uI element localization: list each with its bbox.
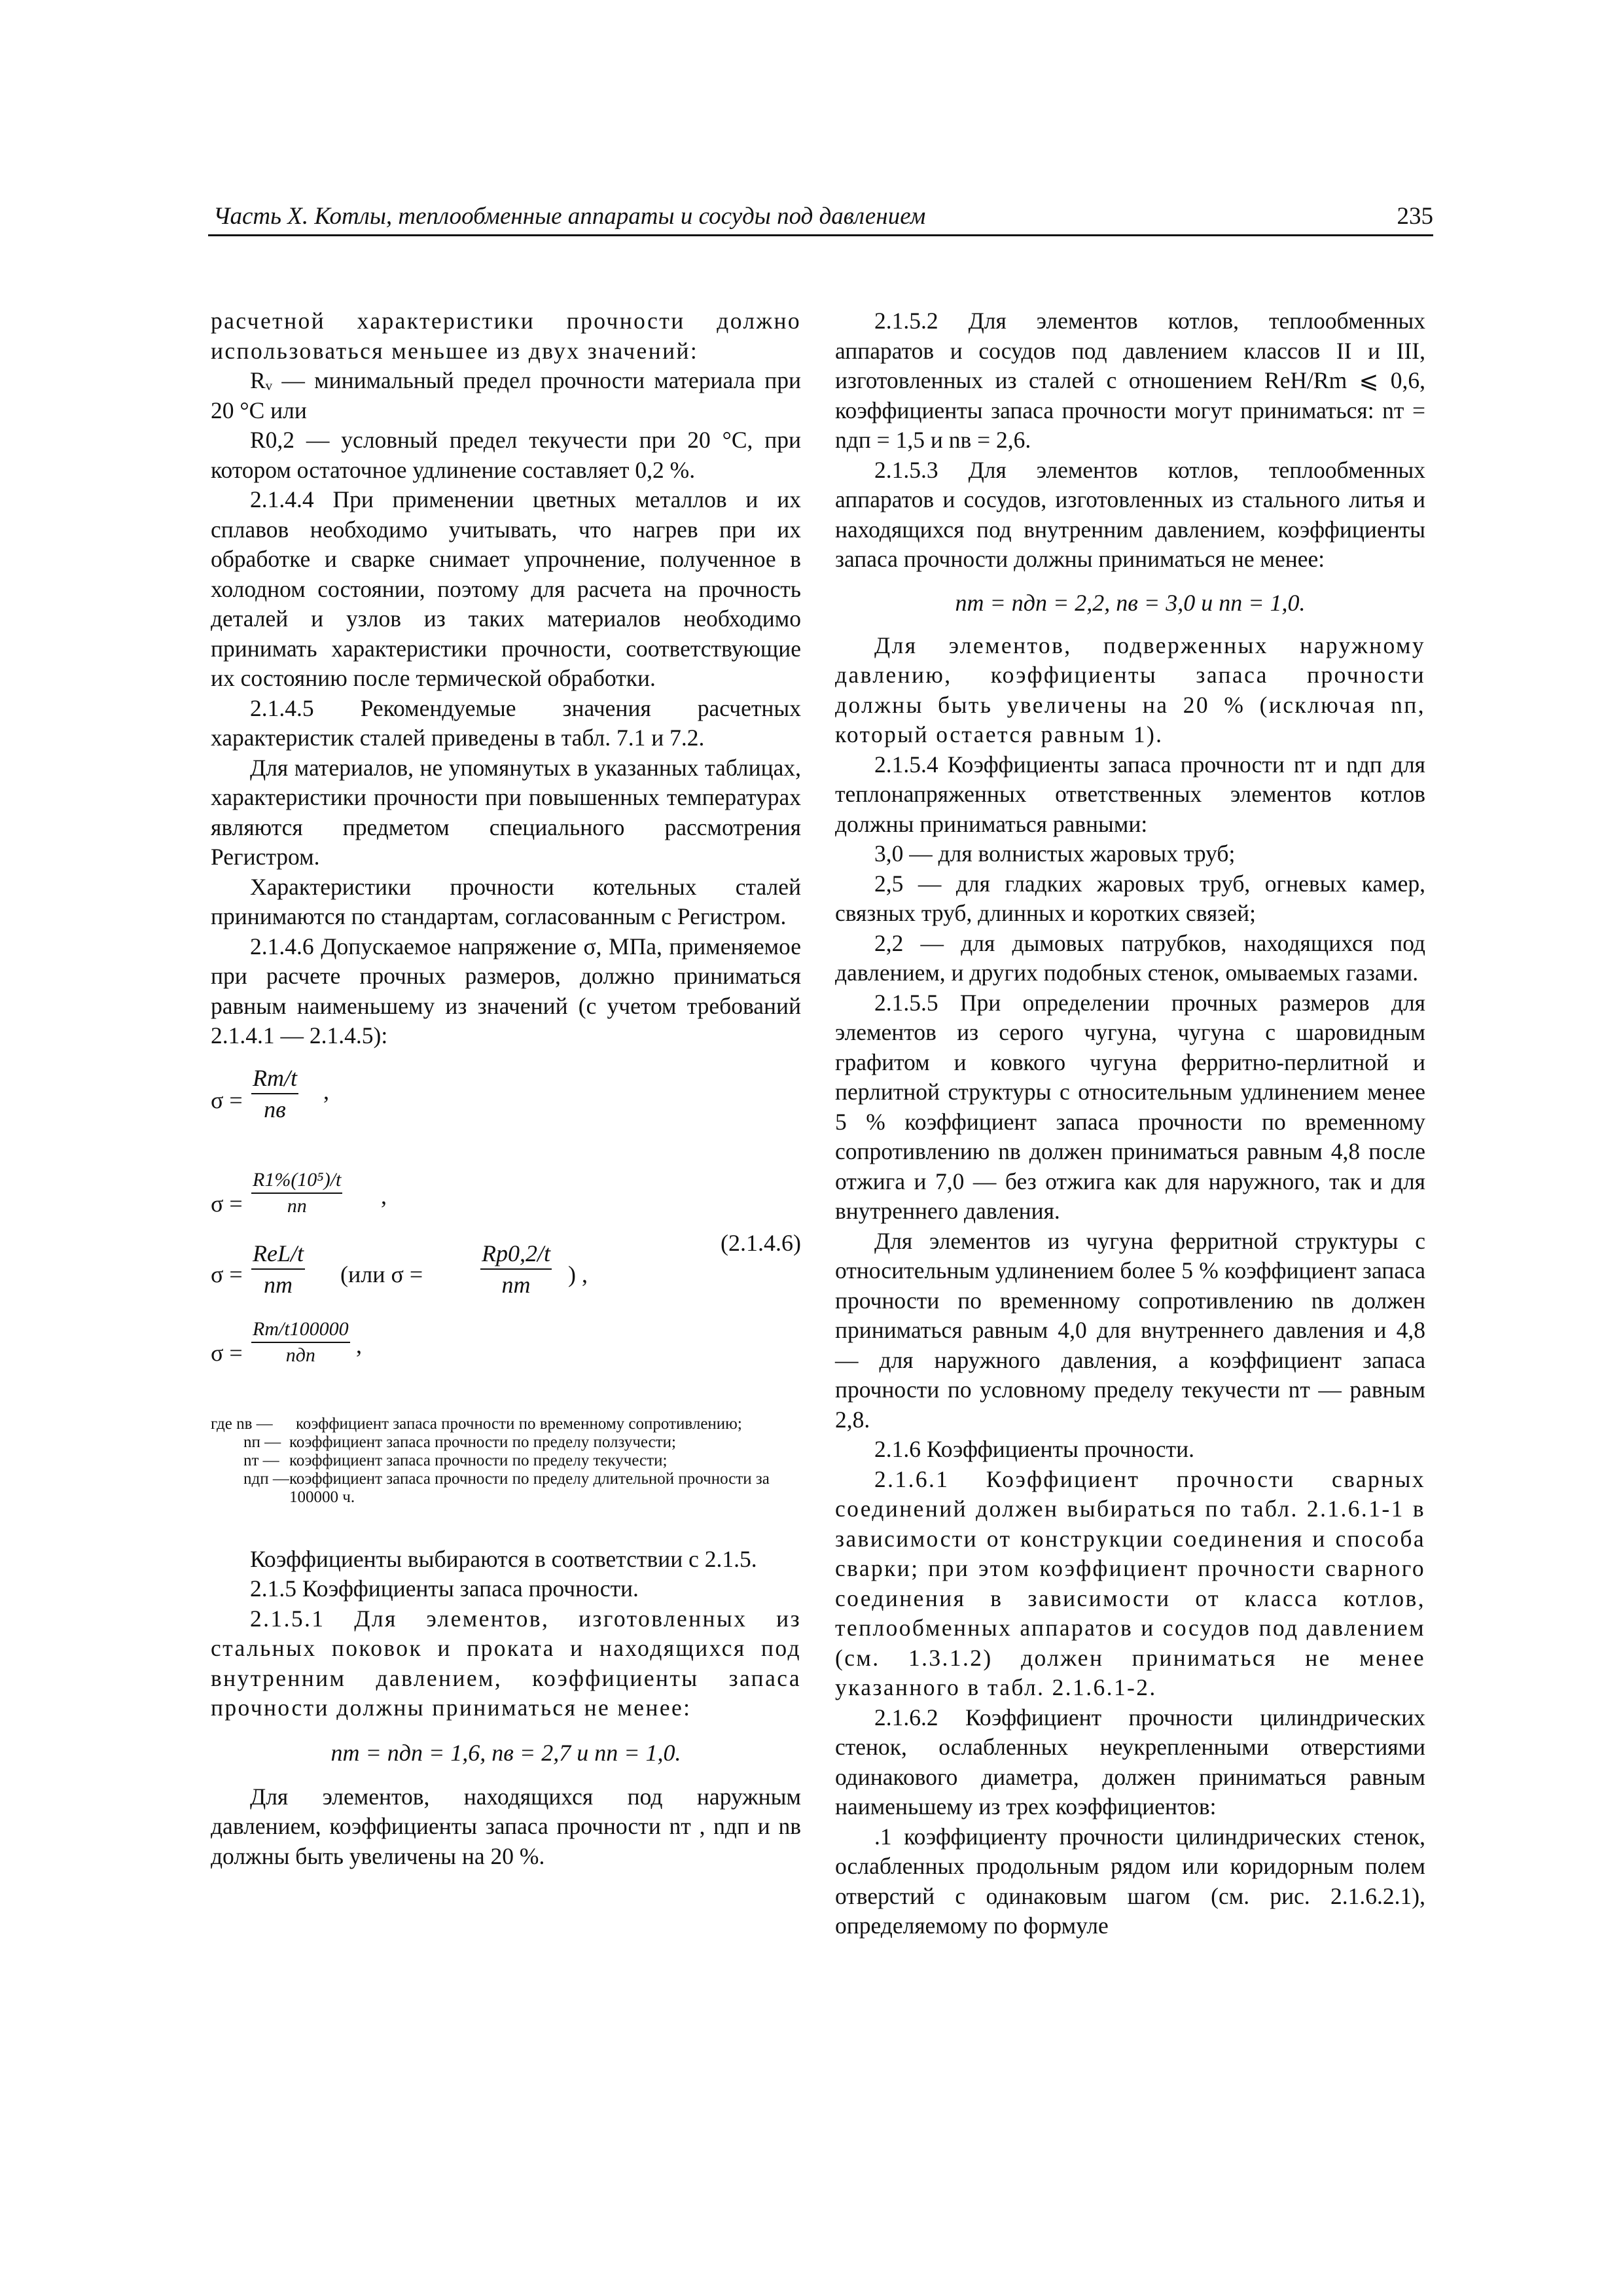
formula-fraction-3-alt <box>480 1240 552 1299</box>
fraction-denominator: nдп <box>285 1344 315 1366</box>
legend-text: коэффициент запаса прочности по пределу текучести; <box>289 1451 668 1469</box>
running-header-title: Часть X. Котлы, теплообменные аппараты и сосуды под давлением <box>213 203 926 230</box>
formula-comma: , <box>381 1182 387 1209</box>
paragraph-2-1-5-4: 2.1.5.4 Коэффициенты запаса прочности nт и nдп для теплонапряженных ответственных элементов котлов должны приниматься равными: <box>835 751 1425 837</box>
paragraph: Для элементов, находящихся под наружным давлением, коэффициенты запаса прочности nт , nдп и nв должны быть увеличены на 20 %. <box>211 1783 801 1869</box>
paragraph-2-1-5-1: 2.1.5.1 Для элементов, изготовленных из стальных поковок и проката и находящихся под внутренним давлением, коэффициенты запаса прочности должны приниматься не менее: <box>211 1605 801 1721</box>
formula-sigma: σ = <box>211 1190 243 1217</box>
formula-fraction-4 <box>251 1318 350 1367</box>
legend-key: nт — <box>243 1451 279 1469</box>
paragraph-2-1-5-3: 2.1.5.3 Для элементов котлов, теплообменных аппаратов и сосудов, изготовленных из стального литья и находящихся под внутренним давлением, коэффициенты запаса прочности должны приниматься не менее: <box>835 456 1425 572</box>
paragraph-2-1-4-5: 2.1.4.5 Рекомендуемые значения расчетных характеристик сталей приведены в табл. 7.1 и 7.2. <box>211 694 801 751</box>
right-column <box>835 306 1425 1941</box>
list-item: 2,2 — для дымовых патрубков, находящихся под давлением, и других подобных стенок, омываемых газами. <box>835 929 1425 986</box>
page-number: 235 <box>1397 203 1433 230</box>
formula-fraction-1 <box>251 1064 298 1123</box>
list-item: .1 коэффициенту прочности цилиндрических стенок, ослабленных продольным рядом или коридорным полем отверстий с одинаковым шагом (см. рис. 2.1.6.2.1), определяемому по формуле <box>835 1823 1425 1939</box>
paragraph: расчетной характеристики прочности должно использоваться меньшее из двух значений: <box>211 308 801 364</box>
paragraph: Коэффициенты выбираются в соответствии с 2.1.5. <box>250 1545 757 1572</box>
paragraph: Характеристики прочности котельных сталей принимаются по стандартам, согласованным с Регистром. <box>211 873 801 929</box>
running-header <box>208 200 1433 236</box>
formula-comma: , <box>356 1331 362 1358</box>
section-heading-2-1-5: 2.1.5 Коэффициенты запаса прочности. <box>250 1575 639 1602</box>
legend-text: коэффициент запаса прочности по пределу длительной прочности за 100000 ч. <box>289 1469 770 1506</box>
formula-safety-factors-1: nт = nдп = 1,6, nв = 2,7 и nп = 1,0. <box>330 1739 681 1766</box>
paragraph-2-1-5-5: 2.1.5.5 При определении прочных размеров для элементов из серого чугуна, чугуна с шаровидным графитом и ковкого чугуна ферритно-перлитной и перлитной структуры с относительным удлинением менее 5 % коэффициент запаса прочности по временному сопротивлению nв должен приниматься равным 4,8 после отжига и 7,0 — без отжига как для наружного, так и для внутреннего давления. <box>835 989 1425 1224</box>
legend-item <box>211 1433 801 1452</box>
formula-number: (2.1.4.6) <box>721 1229 801 1256</box>
formula-fraction-3 <box>251 1240 305 1299</box>
paragraph: Для элементов, подверженных наружному давлению, коэффициенты запаса прочности должны быть увеличены на 20 % (исключая nп, который остается равным 1). <box>835 632 1425 747</box>
fraction-numerator: Rm/t100000 <box>251 1318 350 1343</box>
fraction-numerator: R1%(10⁵)/t <box>251 1169 342 1194</box>
legend-item <box>211 1470 801 1507</box>
legend-key: nдп — <box>243 1469 289 1488</box>
formula-alt-prefix: (или σ = <box>340 1261 423 1287</box>
formula-comma: , <box>323 1077 329 1104</box>
legend-item <box>211 1452 801 1470</box>
paragraph: Rᵥ — минимальный предел прочности материала при 20 °C или <box>211 367 801 423</box>
fraction-denominator: nт <box>264 1271 293 1298</box>
formula-alt-suffix: ) , <box>568 1261 588 1287</box>
section-heading-2-1-6: 2.1.6 Коэффициенты прочности. <box>874 1436 1194 1462</box>
formula-sigma: σ = <box>211 1261 243 1287</box>
fraction-denominator: nn <box>287 1194 307 1217</box>
formula-sigma: σ = <box>211 1086 243 1113</box>
formula-fraction-2 <box>251 1169 342 1217</box>
fraction-denominator: nт <box>501 1271 531 1298</box>
paragraph-2-1-6-2: 2.1.6.2 Коэффициент прочности цилиндрических стенок, ослабленных неукрепленными отверстиями одинакового диаметра, должен приниматься равным наименьшему из трех коэффициентов: <box>835 1704 1425 1820</box>
formula-2-1-4-6 <box>211 1051 801 1405</box>
paragraph-2-1-4-4: 2.1.4.4 При применении цветных металлов и их сплавов необходимо учитывать, что нагрев при их обработке и сварке снимает упрочнение, полученное в холодном состоянии, поэтому для расчета на прочность деталей и узлов из таких материалов необходимо принимать характеристики прочности, соответствующие их состоянию после термической обработки. <box>211 486 801 691</box>
fraction-numerator: ReL/t <box>251 1240 305 1270</box>
legend-key: где nв — <box>211 1414 273 1433</box>
legend-item <box>211 1415 801 1433</box>
paragraph-2-1-4-6: 2.1.4.6 Допускаемое напряжение σ, МПа, применяемое при расчете прочных размеров, должно приниматься равным наименьшему из значений (с учетом требований 2.1.4.1 — 2.1.4.5): <box>211 933 801 1049</box>
legend-text: коэффициент запаса прочности по пределу ползучести; <box>289 1433 676 1451</box>
formula-sigma: σ = <box>211 1339 243 1366</box>
paragraph-2-1-5-2: 2.1.5.2 Для элементов котлов, теплообменных аппаратов и сосудов под давлением классов II и III, изготовленных из сталей с отношением ReH/Rm ⩽ 0,6, коэффициенты запаса прочности могут приниматься: nт = nдп = 1,5 и nв = 2,6. <box>835 308 1425 453</box>
paragraph: Для элементов из чугуна ферритной структуры с относительным удлинением более 5 % коэффициент запаса прочности по временному сопротивлению nв должен приниматься равным 4,0 для внутреннего давления и 4,8 — для наружного давления, а коэффициент запаса прочности по условному пределу текучести nт — равным 2,8. <box>835 1227 1425 1433</box>
legend-key: nп — <box>243 1433 281 1451</box>
legend-text: коэффициент запаса прочности по временному сопротивлению; <box>296 1414 742 1433</box>
list-item: 3,0 — для волнистых жаровых труб; <box>874 840 1236 867</box>
fraction-numerator: Rm/t <box>251 1064 298 1094</box>
formula-safety-factors-2: nт = nдп = 2,2, nв = 3,0 и nп = 1,0. <box>955 589 1306 616</box>
fraction-numerator: Rp0,2/t <box>480 1240 552 1270</box>
paragraph: R0,2 — условный предел текучести при 20 °C, при котором остаточное удлинение составляет 0,2 %. <box>211 427 801 483</box>
paragraph: Для материалов, не упомянутых в указанных таблицах, характеристики прочности при повышенных температурах являются предметом специального рассмотрения Регистром. <box>211 754 801 870</box>
list-item: 2,5 — для гладких жаровых труб, огневых камер, связных труб, длинных и коротких связей; <box>835 870 1425 926</box>
fraction-denominator: nв <box>264 1096 286 1122</box>
paragraph-2-1-6-1: 2.1.6.1 Коэффициент прочности сварных соединений должен выбираться по табл. 2.1.6.1-1 в зависимости от конструкции соединения и способа сварки; при этом коэффициент прочности сварного соединения в зависимости от класса котлов, теплообменных аппаратов и сосудов под давлением (см. 1.3.1.2) должен приниматься не менее указанного в табл. 2.1.6.1-2. <box>835 1465 1425 1700</box>
left-column <box>211 306 801 1871</box>
formula-legend <box>211 1415 801 1507</box>
